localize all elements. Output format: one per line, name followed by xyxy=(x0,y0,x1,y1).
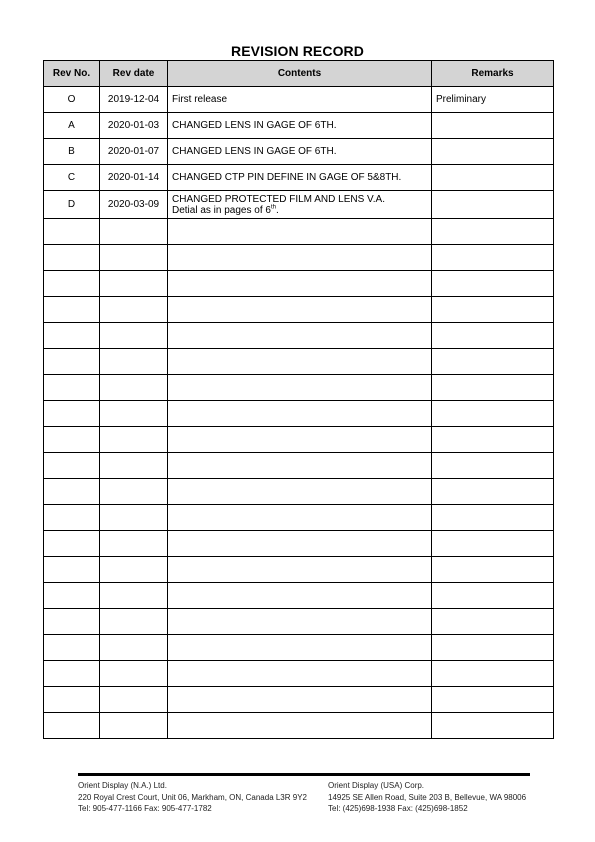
empty-table-row xyxy=(44,531,554,557)
remarks-cell xyxy=(432,531,554,557)
footer-right-address: 14925 SE Allen Road, Suite 203 B, Bellevue, WA 98006 xyxy=(328,792,527,802)
contents-cell xyxy=(168,687,432,713)
rev-date-cell: 2020-01-03 xyxy=(100,113,168,139)
empty-table-row xyxy=(44,323,554,349)
rev-date-cell xyxy=(100,635,168,661)
rev-date-cell xyxy=(100,531,168,557)
rev-date-cell xyxy=(100,583,168,609)
remarks-cell xyxy=(432,583,554,609)
empty-table-row xyxy=(44,609,554,635)
footer-right-phone: Tel: (425)698-1938 Fax: (425)698-1852 xyxy=(328,804,468,813)
rev-no-cell xyxy=(44,583,100,609)
rev-date-cell xyxy=(100,297,168,323)
remarks-cell xyxy=(432,323,554,349)
table-row xyxy=(44,165,554,191)
rev-no-cell xyxy=(44,349,100,375)
remarks-cell xyxy=(432,349,554,375)
rev-no-cell xyxy=(44,557,100,583)
rev-no-cell xyxy=(44,531,100,557)
table-row xyxy=(44,113,554,139)
rev-no-cell xyxy=(44,479,100,505)
table-row xyxy=(44,191,554,219)
remarks-cell xyxy=(432,427,554,453)
contents-cell: CHANGED CTP PIN DEFINE IN GAGE OF 5&8TH. xyxy=(168,165,432,191)
remarks-cell xyxy=(432,661,554,687)
rev-date-cell xyxy=(100,401,168,427)
contents-cell xyxy=(168,713,432,739)
rev-no-cell xyxy=(44,713,100,739)
contents-cell xyxy=(168,479,432,505)
contents-cell xyxy=(168,401,432,427)
contents-cell xyxy=(168,531,432,557)
table-row xyxy=(44,139,554,165)
rev-date-cell: 2020-01-14 xyxy=(100,165,168,191)
empty-table-row xyxy=(44,635,554,661)
rev-no-cell xyxy=(44,687,100,713)
remarks-cell xyxy=(432,505,554,531)
rev-date-cell xyxy=(100,609,168,635)
empty-table-row xyxy=(44,297,554,323)
empty-table-row xyxy=(44,427,554,453)
rev-date-cell xyxy=(100,687,168,713)
remarks-cell xyxy=(432,191,554,219)
rev-date-cell xyxy=(100,557,168,583)
empty-table-row xyxy=(44,583,554,609)
remarks-cell xyxy=(432,219,554,245)
rev-no-cell: B xyxy=(44,139,100,165)
contents-cell: CHANGED LENS IN GAGE OF 6TH. xyxy=(168,113,432,139)
contents-cell xyxy=(168,505,432,531)
rev-no-cell: A xyxy=(44,113,100,139)
contents-cell xyxy=(168,245,432,271)
footer-left-phone: Tel: 905-477-1166 Fax: 905-477-1782 xyxy=(78,804,212,813)
header-remarks: Remarks xyxy=(432,61,554,87)
remarks-cell xyxy=(432,453,554,479)
rev-no-cell xyxy=(44,375,100,401)
rev-no-cell xyxy=(44,661,100,687)
empty-table-row xyxy=(44,687,554,713)
empty-table-row xyxy=(44,505,554,531)
remarks-cell xyxy=(432,375,554,401)
rev-no-cell xyxy=(44,427,100,453)
rev-date-cell xyxy=(100,349,168,375)
remarks-cell xyxy=(432,245,554,271)
table-row xyxy=(44,87,554,113)
rev-no-cell xyxy=(44,635,100,661)
footer-left-company: Orient Display (N.A.) Ltd. xyxy=(78,781,167,790)
contents-cell xyxy=(168,427,432,453)
remarks-cell xyxy=(432,139,554,165)
table-header-row xyxy=(44,61,554,87)
rev-no-cell: C xyxy=(44,165,100,191)
rev-date-cell xyxy=(100,271,168,297)
rev-date-cell: 2019-12-04 xyxy=(100,87,168,113)
contents-cell: CHANGED LENS IN GAGE OF 6TH. xyxy=(168,139,432,165)
remarks-cell xyxy=(432,401,554,427)
rev-no-cell: D xyxy=(44,191,100,219)
rev-no-cell: O xyxy=(44,87,100,113)
footer-divider xyxy=(78,773,530,776)
revision-record-table xyxy=(43,60,554,739)
contents-cell xyxy=(168,453,432,479)
rev-no-cell xyxy=(44,505,100,531)
rev-no-cell xyxy=(44,609,100,635)
contents-superscript: th xyxy=(270,204,276,211)
rev-date-cell xyxy=(100,323,168,349)
empty-table-row xyxy=(44,375,554,401)
empty-table-row xyxy=(44,271,554,297)
remarks-cell xyxy=(432,687,554,713)
rev-no-cell xyxy=(44,245,100,271)
contents-line-2-text: Detial as in pages of 6 xyxy=(172,204,271,216)
contents-cell: First release xyxy=(168,87,432,113)
rev-date-cell: 2020-01-07 xyxy=(100,139,168,165)
contents-cell xyxy=(168,323,432,349)
rev-date-cell xyxy=(100,375,168,401)
remarks-cell xyxy=(432,557,554,583)
empty-table-row xyxy=(44,245,554,271)
remarks-cell: Preliminary xyxy=(432,87,554,113)
rev-no-cell xyxy=(44,401,100,427)
rev-no-cell xyxy=(44,219,100,245)
remarks-cell xyxy=(432,713,554,739)
remarks-cell xyxy=(432,297,554,323)
rev-no-cell xyxy=(44,453,100,479)
contents-cell xyxy=(168,375,432,401)
footer-right-company: Orient Display (USA) Corp. xyxy=(328,781,425,790)
remarks-cell xyxy=(432,635,554,661)
remarks-cell xyxy=(432,271,554,297)
empty-table-row xyxy=(44,219,554,245)
contents-cell xyxy=(168,661,432,687)
header-contents: Contents xyxy=(168,61,432,87)
rev-date-cell: 2020-03-09 xyxy=(100,191,168,219)
header-rev-no: Rev No. xyxy=(44,61,100,87)
rev-date-cell xyxy=(100,713,168,739)
contents-cell xyxy=(168,609,432,635)
empty-table-row xyxy=(44,713,554,739)
contents-line-2 xyxy=(172,205,427,216)
remarks-cell xyxy=(432,165,554,191)
empty-table-row xyxy=(44,349,554,375)
contents-cell xyxy=(168,583,432,609)
rev-no-cell xyxy=(44,271,100,297)
empty-table-row xyxy=(44,401,554,427)
contents-cell xyxy=(168,271,432,297)
rev-date-cell xyxy=(100,219,168,245)
contents-line-1: CHANGED PROTECTED FILM AND LENS V.A. xyxy=(172,193,386,205)
contents-cell xyxy=(168,557,432,583)
rev-no-cell xyxy=(44,323,100,349)
empty-table-row xyxy=(44,479,554,505)
rev-no-cell xyxy=(44,297,100,323)
rev-date-cell xyxy=(100,453,168,479)
contents-cell xyxy=(168,297,432,323)
rev-date-cell xyxy=(100,505,168,531)
contents-cell xyxy=(168,349,432,375)
contents-cell xyxy=(168,635,432,661)
remarks-cell xyxy=(432,113,554,139)
rev-date-cell xyxy=(100,479,168,505)
header-rev-date: Rev date xyxy=(100,61,168,87)
empty-table-row xyxy=(44,453,554,479)
contents-line-2-end: . xyxy=(275,204,279,216)
remarks-cell xyxy=(432,609,554,635)
empty-table-row xyxy=(44,661,554,687)
rev-date-cell xyxy=(100,245,168,271)
rev-date-cell xyxy=(100,661,168,687)
empty-table-row xyxy=(44,557,554,583)
page-title: REVISION RECORD xyxy=(231,43,364,59)
contents-cell xyxy=(168,191,432,219)
remarks-cell xyxy=(432,479,554,505)
footer-left xyxy=(78,780,307,815)
contents-cell xyxy=(168,219,432,245)
footer-left-address: 220 Royal Crest Court, Unit 06, Markham, ON, Canada L3R 9Y2 xyxy=(78,792,307,802)
rev-date-cell xyxy=(100,427,168,453)
footer-right xyxy=(328,780,526,815)
